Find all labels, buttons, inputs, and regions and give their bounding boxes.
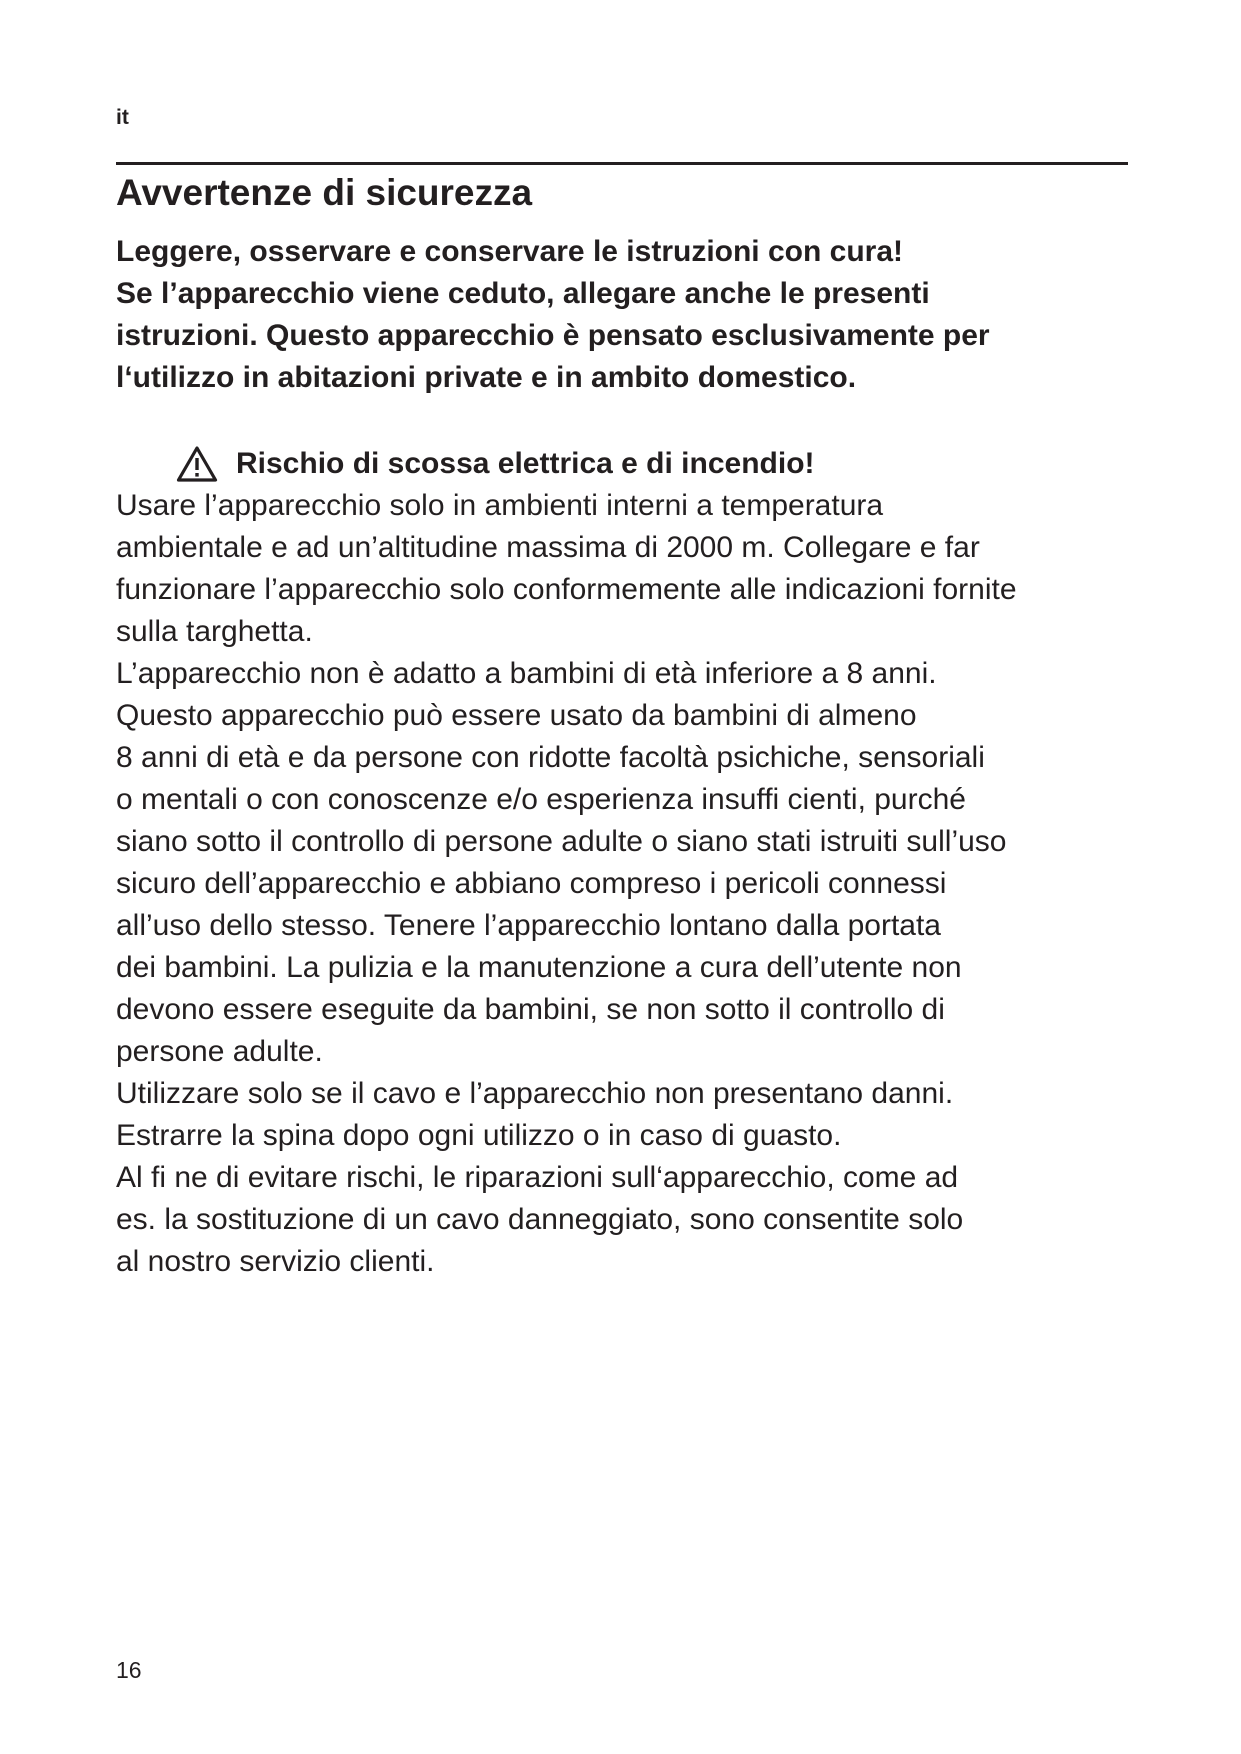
- body-line: dei bambini. La pulizia e la manutenzione a cura dell’utente non: [116, 951, 962, 984]
- body-line: all’uso dello stesso. Tenere l’apparecchio lontano dalla portata: [116, 909, 941, 942]
- intro-paragraph: [116, 231, 1146, 399]
- body-line: sicuro dell’apparecchio e abbiano compreso i pericoli connessi: [116, 867, 947, 900]
- section-title: Avvertenze di sicurezza: [116, 172, 533, 213]
- body-line: L’apparecchio non è adatto a bambini di età inferiore a 8 anni.: [116, 657, 937, 690]
- body-line: Utilizzare solo se il cavo e l’apparecchio non presentano danni.: [116, 1077, 954, 1110]
- body-line: o mentali o con conoscenze e/o esperienza insuffi cienti, purché: [116, 783, 966, 816]
- body-line: sulla targhetta.: [116, 615, 313, 648]
- body-line: funzionare l’apparecchio solo conformemente alle indicazioni fornite: [116, 573, 1017, 606]
- intro-line: Leggere, osservare e conservare le istruzioni con cura!: [116, 235, 904, 268]
- warning-heading: [176, 443, 815, 485]
- body-line: Estrarre la spina dopo ogni utilizzo o in caso di guasto.: [116, 1119, 842, 1152]
- intro-line: istruzioni. Questo apparecchio è pensato esclusivamente per: [116, 319, 990, 352]
- warning-heading-text: Rischio di scossa elettrica e di incendio!: [236, 447, 815, 480]
- warning-body: [116, 485, 1146, 1283]
- body-line: ambientale e ad un’altitudine massima di 2000 m. Collegare e far: [116, 531, 980, 564]
- warning-triangle-icon: [176, 445, 218, 483]
- body-line: Questo apparecchio può essere usato da bambini di almeno: [116, 699, 917, 732]
- body-line: Al fi ne di evitare rischi, le riparazioni sull‘apparecchio, come ad: [116, 1161, 959, 1194]
- language-tag: it: [116, 106, 129, 129]
- body-line: siano sotto il controllo di persone adulte o siano stati istruiti sull’uso: [116, 825, 1007, 858]
- intro-line: Se l’apparecchio viene ceduto, allegare anche le presenti: [116, 277, 930, 310]
- header-divider: [116, 162, 1128, 165]
- body-line: Usare l’apparecchio solo in ambienti interni a temperatura: [116, 489, 884, 522]
- body-line: devono essere eseguite da bambini, se non sotto il controllo di: [116, 993, 945, 1026]
- page-number: 16: [116, 1657, 142, 1683]
- body-line: al nostro servizio clienti.: [116, 1245, 435, 1278]
- body-line: 8 anni di età e da persone con ridotte facoltà psichiche, sensoriali: [116, 741, 985, 774]
- body-line: persone adulte.: [116, 1035, 323, 1068]
- intro-line: l‘utilizzo in abitazioni private e in ambito domestico.: [116, 361, 857, 394]
- body-line: es. la sostituzione di un cavo danneggiato, sono consentite solo: [116, 1203, 964, 1236]
